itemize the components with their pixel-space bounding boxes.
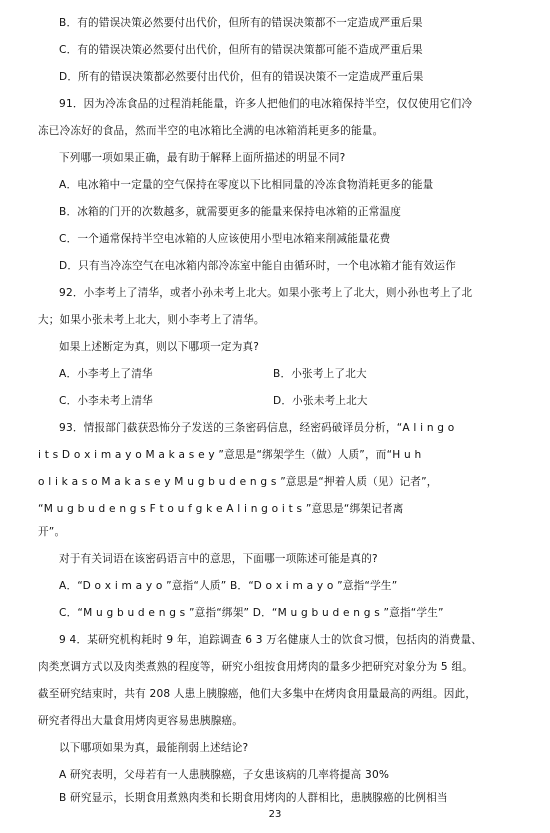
question-93-text-cont-2: o l i k a s o M a k a s e y M u g b u d e n g s ”意思是“押着人质（见）记者”，	[38, 476, 438, 488]
question-94-text: 9 4．某研究机构耗时 9 年，追踪调查 6 3 万名健康人士的饮食习惯，包括肉的消费量、	[59, 634, 483, 646]
q91-option-a: A．电冰箱中一定量的空气保持在零度以下比相同量的冷冻食物消耗更多的能量	[59, 179, 434, 191]
page-number: 23	[268, 809, 282, 820]
question-92-prompt: 如果上述断定为真，则以下哪项一定为真?	[59, 341, 260, 353]
q91-option-d: D．只有当冷冻空气在电冰箱内部冷冻室中能自由循环时，一个电冰箱才能有效运作	[59, 260, 456, 272]
question-93-text-cont-3: “M u g b u d e n g s F t o u f g k e A l i n g o i t s ”意思是“绑架记者离	[38, 503, 404, 515]
question-92-text: 92．小李考上了清华，或者小孙未考上北大。如果小张考上了北大，则小孙也考上了北	[59, 287, 473, 299]
q92-option-b: B．小张考上了北大	[273, 368, 367, 380]
q92-option-a: A．小李考上了清华	[59, 368, 153, 380]
q92-option-d: D．小张未考上北大	[273, 395, 368, 407]
question-91-text-cont: 冻已冷冻好的食品，然而半空的电冰箱比全满的电冰箱消耗更多的能量。	[38, 125, 384, 137]
q93-options-cd: C．“M u g b u d e n g s ”意指“绑架” D．“M u g b u d e n g s ”意指“学生”	[59, 607, 444, 619]
question-93-text-cont-4: 开”。	[38, 526, 66, 538]
question-92-text-cont: 大；如果小张未考上北大，则小李考上了清华。	[38, 314, 265, 326]
option-b-line: B．有的错误决策必然要付出代价，但所有的错误决策都不一定造成严重后果	[59, 17, 423, 29]
question-93-text: 93．情报部门截获恐怖分子发送的三条密码信息，经密码破译员分析，“A l i n g o	[59, 422, 455, 434]
question-94-text-cont-3: 研究者得出大量食用烤肉更容易患胰腺癌。	[38, 715, 244, 727]
q94-option-a: A 研究表明，父母若有一人患胰腺癌，子女患该病的几率将提高 30%	[59, 769, 390, 781]
option-c-line: C．有的错误决策必然要付出代价，但所有的错误决策都可能不造成严重后果	[59, 44, 423, 56]
q91-option-c: C．一个通常保持半空电冰箱的人应该使用小型电冰箱来削减能量花费	[59, 233, 391, 245]
question-94-text-cont-1: 肉类烹调方式以及肉类煮熟的程度等，研究小组按食用烤肉的量多少把研究对象分为 5 组。	[38, 661, 474, 673]
question-93-text-cont-1: i t s D o x i m a y o M a k a s e y ”意思是“绑架学生（做）人质”，而“H u h	[38, 449, 422, 461]
option-d-line: D．所有的错误决策都必然要付出代价，但有的错误决策不一定造成严重后果	[59, 71, 424, 83]
question-93-prompt: 对于有关词语在该密码语言中的意思，下面哪一项陈述可能是真的?	[59, 553, 378, 565]
question-94-text-cont-2: 截至研究结束时，共有 208 人患上胰腺癌，他们大多集中在烤肉食用量最高的两组。因此，	[38, 688, 477, 700]
q91-option-b: B．冰箱的门开的次数越多，就需要更多的能量来保持电冰箱的正常温度	[59, 206, 402, 218]
q92-option-c: C．小李未考上清华	[59, 395, 153, 407]
q93-options-ab: A．“D o x i m a y o ”意指“人质” B．“D o x i m a y o ”意指“学生”	[59, 580, 398, 592]
q94-option-b: B 研究显示，长期食用煮熟肉类和长期食用烤肉的人群相比，患胰腺癌的比例相当	[59, 792, 448, 804]
question-91-prompt: 下列哪一项如果正确，最有助于解释上面所描述的明显不同?	[59, 152, 346, 164]
question-91-text: 91．因为冷冻食品的过程消耗能量，许多人把他们的电冰箱保持半空，仅仅使用它们冷	[59, 98, 473, 110]
question-94-prompt: 以下哪项如果为真，最能削弱上述结论?	[59, 742, 249, 754]
